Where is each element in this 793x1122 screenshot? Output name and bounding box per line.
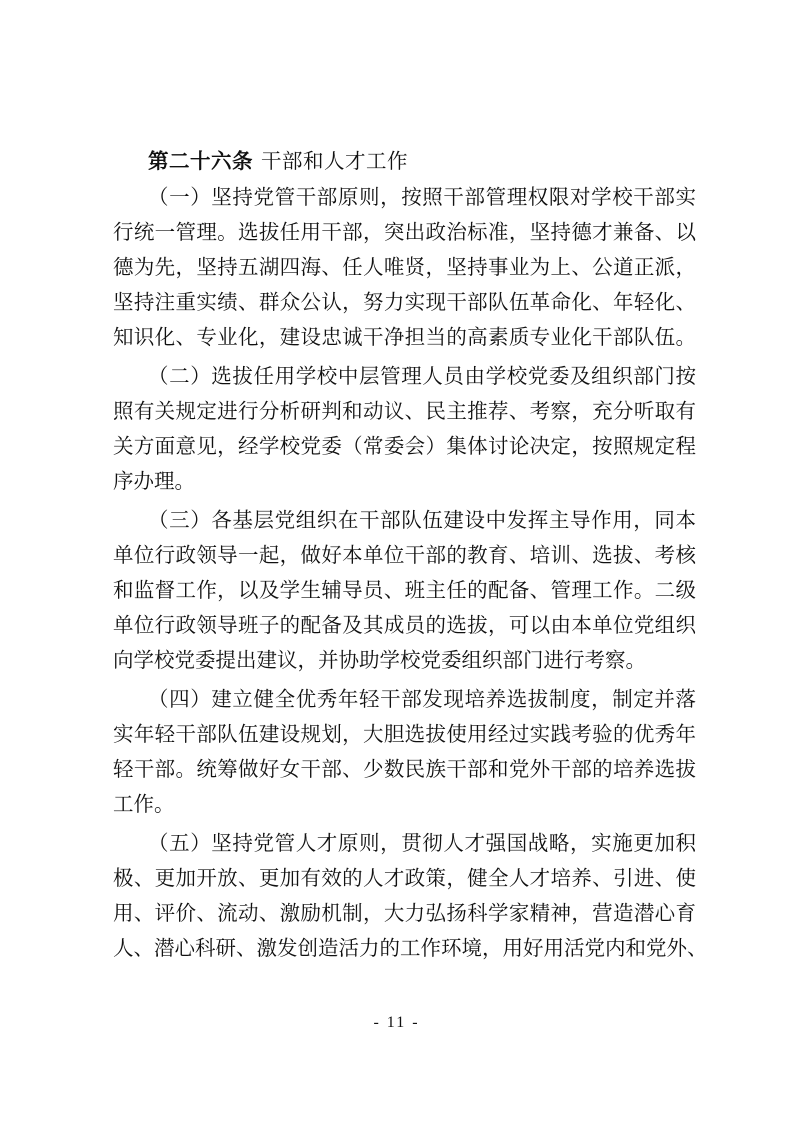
- paragraph-4-line-1: （四）建立健全优秀年轻干部发现培养选拔制度，制定并落: [148, 687, 696, 711]
- paragraph-1-line-1: （一）坚持党管干部原则，按照干部管理权限对学校干部实: [148, 185, 696, 209]
- paragraph-3-line-3: 和监督工作，以及学生辅导员、班主任的配备、管理工作。二级: [113, 578, 696, 602]
- paragraph-2-line-4: 序办理。: [113, 469, 195, 493]
- paragraph-1-line-4: 坚持注重实绩、群众公认，努力实现干部队伍革命化、年轻化、: [113, 290, 696, 314]
- article-number: 第二十六条: [148, 149, 253, 173]
- paragraph-5-line-1: （五）坚持党管人才原则，贯彻人才强国战略，实施更加积: [148, 831, 696, 855]
- paragraph-3-line-2: 单位行政领导一起，做好本单位干部的教育、培训、选拔、考核: [113, 543, 696, 567]
- paragraph-2-line-3: 关方面意见，经学校党委（常委会）集体讨论决定，按照规定程: [113, 434, 696, 458]
- paragraph-1-line-2: 行统一管理。选拔任用干部，突出政治标准，坚持德才兼备、以: [113, 220, 696, 244]
- paragraph-1-line-3: 德为先，坚持五湖四海、任人唯贤，坚持事业为上、公道正派，: [113, 255, 696, 279]
- paragraph-3-line-4: 单位行政领导班子的配备及其成员的选拔，可以由本单位党组织: [113, 613, 696, 637]
- paragraph-2-line-1: （二）选拔任用学校中层管理人员由学校党委及组织部门按: [148, 364, 696, 388]
- paragraph-3-line-1: （三）各基层党组织在干部队伍建设中发挥主导作用，同本: [148, 508, 696, 532]
- article-heading: [148, 146, 408, 176]
- paragraph-3-line-5: 向学校党委提出建议，并协助学校党委组织部门进行考察。: [113, 648, 646, 672]
- paragraph-5-line-2: 极、更加开放、更加有效的人才政策，健全人才培养、引进、使: [113, 866, 696, 890]
- paragraph-4-line-3: 轻干部。统筹做好女干部、少数民族干部和党外干部的培养选拔: [113, 757, 696, 781]
- paragraph-5-line-3: 用、评价、流动、激励机制，大力弘扬科学家精神，营造潜心育: [113, 901, 696, 925]
- article-subject: 干部和人才工作: [261, 149, 408, 173]
- paragraph-1-line-5: 知识化、专业化，建设忠诚干净担当的高素质专业化干部队伍。: [113, 325, 696, 349]
- paragraph-5-line-4: 人、潜心科研、激发创造活力的工作环境，用好用活党内和党外、: [113, 936, 708, 960]
- paragraph-4-line-2: 实年轻干部队伍建设规划，大胆选拔使用经过实践考验的优秀年: [113, 722, 696, 746]
- page-number: - 11 -: [373, 1014, 420, 1031]
- paragraph-4-line-4: 工作。: [113, 792, 175, 816]
- paragraph-2-line-2: 照有关规定进行分析研判和动议、民主推荐、考察，充分听取有: [113, 399, 696, 423]
